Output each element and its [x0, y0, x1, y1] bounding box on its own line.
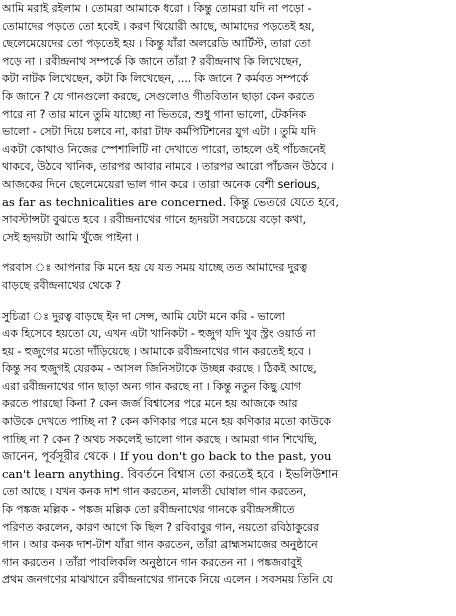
- text-line: ভালো - সেটা দিয়ে চলবে না, কারা টাফ কর্মপিটিশনের যুগ এটা । তুমি যদি: [2, 125, 316, 139]
- text-line: কটা নাটক লিখেছেন, কটা কি লিখেছেন, .... কি জানে ? কর্মবত সম্পর্কে: [2, 72, 309, 86]
- paragraph-answer: [2, 308, 452, 590]
- text-line: as far as technicalities are concerned. কিন্তু ভেতরে যেতে হবে,: [2, 194, 340, 209]
- text-line: can't learn anything. বিবর্তনে বিশ্বাস তো করতেই হবে । ইভলিউশান: [2, 466, 339, 481]
- text-line: সেই হৃদয়টা আমি খুঁজে পাইনা ।: [2, 230, 139, 244]
- text-line: থাকবে, উঠবে খানিক, তারপর আবার নামবে । তারপর আরো পাঁচজন উঠবে ।: [2, 160, 335, 174]
- text-line: পরবাস ঃ আপনার কি মনে হয় যে যত সময় যাচ্ছে তত আমাদের দুরত্ব: [2, 261, 308, 275]
- text-line: করতে পারছো কিনা ? কেন জর্জ বিশ্বাসের পরে মনে হয় আজকে আর: [2, 397, 298, 411]
- text-line: হয় - হুজুগের মতো দাঁড়িয়েছে । আমাকে রবীন্দ্রনাথের গান করতেই হবে ।: [2, 344, 311, 358]
- text-line: পড়ে না । রবীন্দ্রনাথ সম্পর্কে কি জানে তাঁরা ? রবীন্দ্রনাথ কি লিখেছেন,: [2, 54, 302, 68]
- text-line: তোমাদের পড়তে তো হবেই । করণ থিয়োরী আছে, আমাদের পড়তেই হয়,: [2, 19, 315, 33]
- text-line: পরিণত করলেন, কারণ আগে কি ছিল ? রবিবাবুর গান, নয়তো রবিঠাকুরের: [2, 520, 319, 534]
- text-line: সুচিত্রা ঃ দুরত্ব বাড়ছে ইন দা সেন্স, আমি যেটা মনে করি - ভালো: [2, 309, 285, 323]
- text-line: তো আছে । যখন কনক দাশ গান করতেন, মালতী ঘোষাল গান করতেন,: [2, 485, 307, 499]
- text-line: বাড়ছে রবীন্দ্রনাথের থেকে ?: [2, 278, 121, 292]
- paragraph-gap: [2, 246, 452, 259]
- text-line: গান করতেন । তাঁরা পাবলিকলি অনুষ্ঠানে গান করতেন না । পঙ্কজবাবুই: [2, 555, 302, 569]
- text-line: কি জানে ? যে গানগুলো করছে, সেগুলোও গীতবিতান ছাড়া কেন করতে: [2, 89, 315, 103]
- text-line: সাবস্টান্সটা বুঝতে হবে । রবীন্দ্রনাথের গানে হৃদয়টা সবচেয়ে বড়ো কথা,: [2, 213, 306, 227]
- paragraph-question: [2, 259, 452, 294]
- text-line: জানেন, পূর্বসূরীর থেকে । If you don't go back to the past, you: [2, 449, 332, 464]
- text-line: আজকের দিনে ছেলেমেয়েরা ভাল গান করে । তারা অনেক বেশী serious,: [2, 177, 320, 191]
- text-line: গান । আর কনক দাশ-টাশ যাঁরা গান করতেন, তাঁরা ব্রাহ্মসমাজের অনুষ্ঠানে: [2, 538, 318, 552]
- text-line: প্রথম জনগণের মাঝখানে রবীন্দ্রনাথের গানকে নিয়ে এলেন । সবসময় তিনি যে: [2, 573, 333, 587]
- text-line: এরা রবীন্দ্রনাথের গান ছাড়া অন্য গান করছে না । কিন্তু নতুন কিছু যোগ: [2, 379, 302, 393]
- text-line: পারে না ? তার মানে তুমি যাচ্ছো না ভিতরে, শুধু গানা ভালো, টেকনিক: [2, 107, 307, 121]
- text-line: কিন্তু সব হুজুগই যেরকম - আসল জিনিসটাকে উচ্ছন্ন করছে । ঠিকই আছে,: [2, 362, 317, 376]
- text-line: কি পঙ্কজ মল্লিক - পঙ্কজ মল্লিক তো রবীন্দ্রনাথের গানকে রবীন্দ্রসঙ্গীতে: [2, 503, 295, 517]
- text-line: একটা কোথাও নিজের স্পেশালিটি না দেখাতে পারো, তাহলে ওই পাঁচজনেই: [2, 142, 326, 156]
- paragraph-answer-intro: [2, 0, 452, 246]
- text-line: আমি মরাই রইলাম । তোমরা আমাকে ধরো । কিন্তু তোমরা যদি না পড়ো -: [2, 2, 312, 15]
- text-line: ছেলেমেয়েদের তো পড়তেই হয় । কিন্তু যাঁরা অলরেডি আর্টিস্ট, তারা তো: [2, 37, 311, 51]
- text-line: কাউকে দেখতে পাচ্ছি না ? কেন কণিকার পরে মনে হয় কণিকার মতো কাউকে: [2, 415, 331, 429]
- paragraph-gap: [2, 295, 452, 308]
- text-line: এক হিসেবে হয়তো যে, এখন এটা খানিকটা - হুজুগ যদি খুব স্ট্রং ওয়ার্ড না: [2, 327, 316, 341]
- text-line: পাচ্ছি না ? কেন ? অথচ সকলেই ভালো গান করছে । আমরা গান শিখেছি,: [2, 432, 318, 446]
